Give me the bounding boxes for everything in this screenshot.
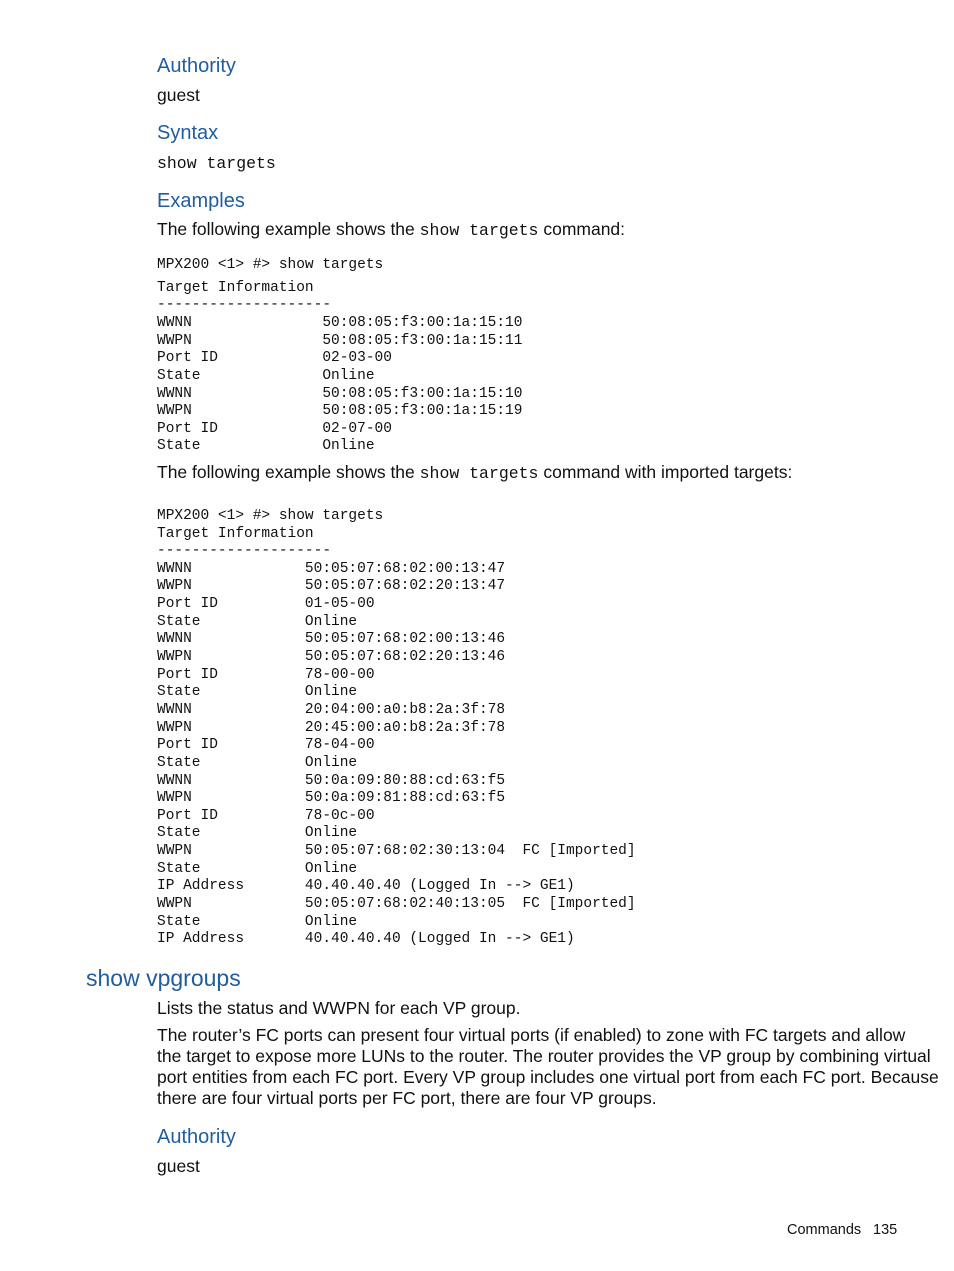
example1-code-line: Port ID 02-07-00 [157,421,392,437]
example2-code-line: Port ID 78-04-00 [157,737,375,753]
example2-code-line: WWPN 50:0a:09:81:88:cd:63:f5 [157,790,506,806]
example2-code-line: State Online [157,914,358,930]
examples-heading: Examples [157,190,245,212]
example2-code-line: MPX200 <1> #> show targets [157,508,384,524]
example2-code-line: WWNN 50:05:07:68:02:00:13:46 [157,631,506,647]
footer-page-number: 135 [873,1222,898,1238]
example2-code-line: -------------------- [157,543,332,559]
example2-code-line: WWNN 50:0a:09:80:88:cd:63:f5 [157,773,506,789]
example2-code-line: State Online [157,684,358,700]
syntax-heading: Syntax [157,122,219,144]
example2-intro-code: show targets [419,464,539,483]
example2-code-line: WWNN 50:05:07:68:02:00:13:47 [157,561,506,577]
example2-code-line: State Online [157,825,358,841]
example1-code-line: Target Information [157,280,314,296]
example2-code-line: WWPN 20:45:00:a0:b8:2a:3f:78 [157,720,506,736]
example2-code-line: IP Address 40.40.40.40 (Logged In --> GE1) [157,878,575,894]
example2-code-line: Port ID 78-0c-00 [157,808,375,824]
example2-code-line: Target Information [157,526,314,542]
description-line: port entities from each FC port. Every VP group includes one virtual port from each FC port. Because [157,1067,939,1087]
description-line: the target to expose more LUNs to the router. The router provides the VP group by combining virtual [157,1046,931,1066]
example1-code-line: WWNN 50:08:05:f3:00:1a:15:10 [157,386,523,402]
vpgroups-authority-heading: Authority [157,1126,236,1148]
example1-code-line: WWPN 50:08:05:f3:00:1a:15:11 [157,333,523,349]
example2-code-line: WWPN 50:05:07:68:02:20:13:47 [157,578,506,594]
example2-code-line: WWPN 50:05:07:68:02:40:13:05 FC [Imported] [157,896,636,912]
example1-code-line: WWNN 50:08:05:f3:00:1a:15:10 [157,315,523,331]
authority-value: guest [157,85,200,105]
syntax-command: show targets [157,154,276,173]
description-line: there are four virtual ports per FC port, there are four VP groups. [157,1088,657,1108]
vpgroups-authority-value: guest [157,1156,200,1176]
example2-code-line: Port ID 78-00-00 [157,667,375,683]
example2-code-line: IP Address 40.40.40.40 (Logged In --> GE1) [157,931,575,947]
example1-code-line: MPX200 <1> #> show targets [157,257,384,273]
footer-section-name: Commands [787,1222,862,1238]
authority-heading: Authority [157,55,236,77]
example2-code-line: State Online [157,614,358,630]
example1-code-line: State Online [157,368,375,384]
show-vpgroups-heading: show vpgroups [86,965,241,991]
description-line: The router’s FC ports can present four virtual ports (if enabled) to zone with FC targets and allow [157,1025,906,1045]
example2-code-line: State Online [157,861,358,877]
example1-intro-code: show targets [419,221,539,240]
example1-code-line: WWPN 50:08:05:f3:00:1a:15:19 [157,403,523,419]
example1-intro-before: The following example shows the [157,219,420,239]
example2-code-line: WWNN 20:04:00:a0:b8:2a:3f:78 [157,702,506,718]
vpgroups-description [157,1025,939,1109]
example2-code-line: Port ID 01-05-00 [157,596,375,612]
example2-code-line: WWPN 50:05:07:68:02:20:13:46 [157,649,506,665]
example1-code-line: -------------------- [157,297,332,313]
example1-code-line: State Online [157,438,375,454]
example2-intro [157,462,792,484]
example1-intro [157,219,625,241]
example2-intro-before: The following example shows the [157,462,420,482]
example1-intro-after: command: [538,219,626,239]
example1-code-line: Port ID 02-03-00 [157,350,392,366]
example2-intro-after: command with imported targets: [538,462,793,482]
example2-code-line: State Online [157,755,358,771]
vpgroups-summary: Lists the status and WWPN for each VP group. [157,998,521,1018]
example2-code-line: WWPN 50:05:07:68:02:30:13:04 FC [Imported] [157,843,636,859]
